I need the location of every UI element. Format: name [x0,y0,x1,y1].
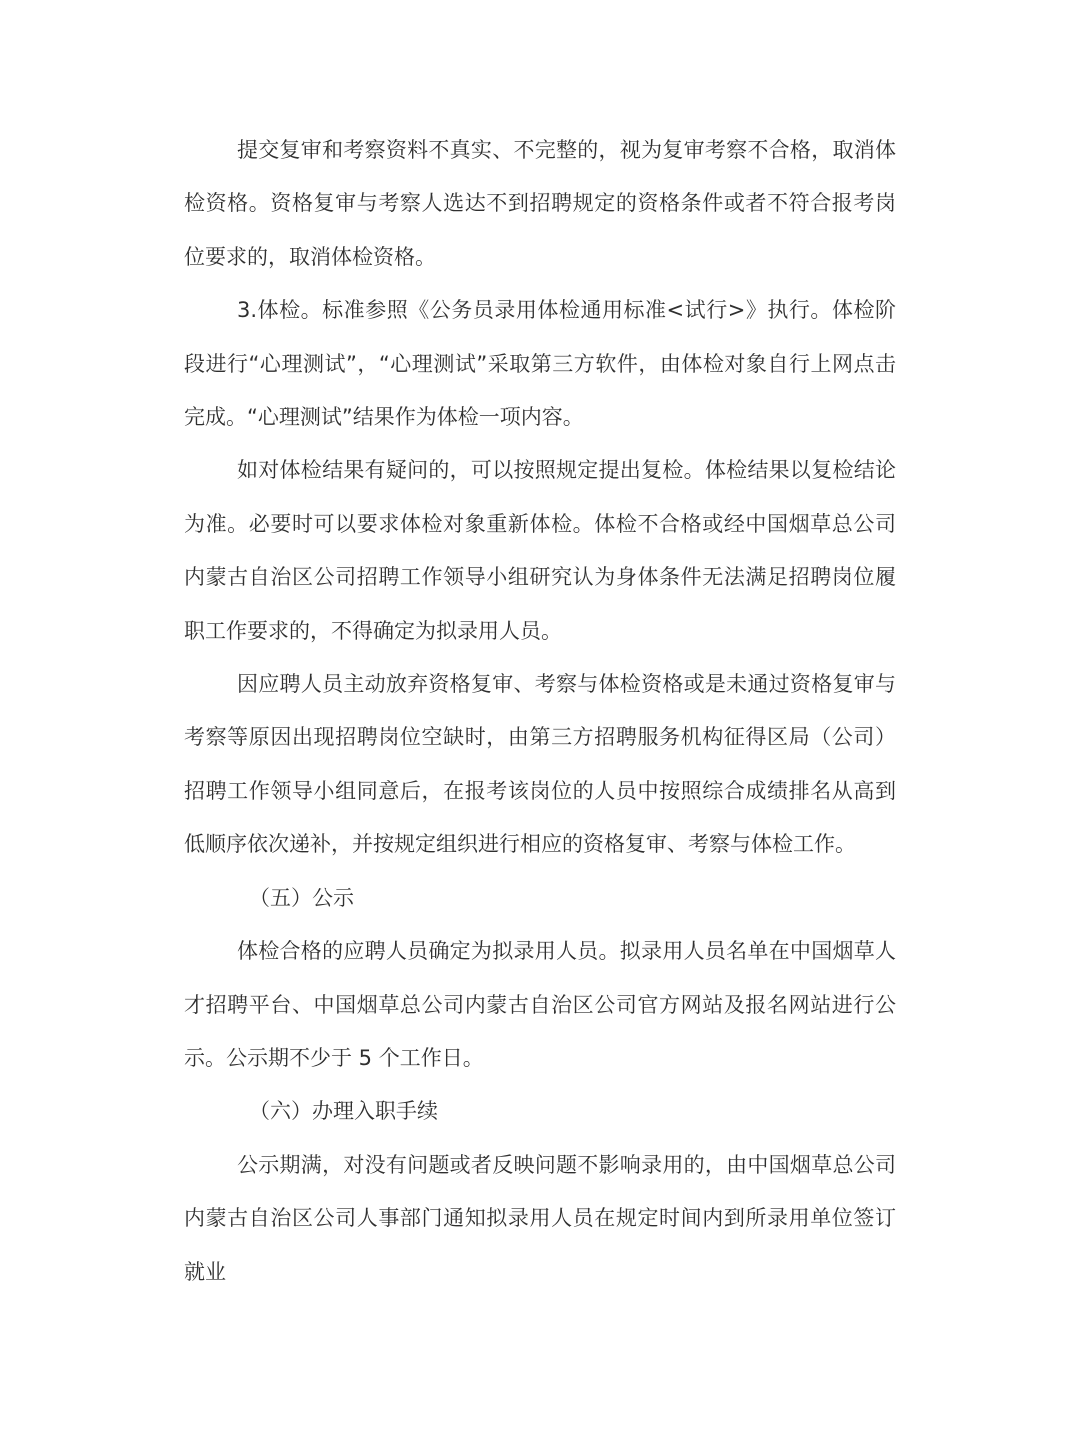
document-body [184,124,896,1299]
paragraph-physical-exam: 3.体检。标准参照《公务员录用体检通用标准<试行>》执行。体检阶段进行“心理测试”，“心理测试”采取第三方软件，由体检对象自行上网点击完成。“心理测试”结果作为体检一项内容。 [184,298,896,430]
paragraph-review-materials: 提交复审和考察资料不真实、不完整的，视为复审考察不合格，取消体检资格。资格复审与考察人选达不到招聘规定的资格条件或者不符合报考岗位要求的，取消体检资格。 [184,138,896,269]
paragraph-onboarding: 公示期满，对没有问题或者反映问题不影响录用的，由中国烟草总公司内蒙古自治区公司人事部门通知拟录用人员在规定时间内到所录用单位签订就业 [184,1152,896,1284]
paragraph-vacancy-fill: 因应聘人员主动放弃资格复审、考察与体检资格或是未通过资格复审与考察等原因出现招聘岗位空缺时，由第三方招聘服务机构征得区局（公司）招聘工作领导小组同意后，在报考该岗位的人员中按照综合成绩排名从高到低顺序依次递补，并按规定组织进行相应的资格复审、考察与体检工作。 [184,672,896,857]
section-heading-publicity: （五）公示 [249,885,354,910]
paragraph-recheck: 如对体检结果有疑问的，可以按照规定提出复检。体检结果以复检结论为准。必要时可以要求体检对象重新体检。体检不合格或经中国烟草总公司内蒙古自治区公司招聘工作领导小组研究认为身体条件无法满足招聘岗位履职工作要求的，不得确定为拟录用人员。 [184,458,896,643]
section-heading-onboarding: （六）办理入职手续 [249,1099,438,1124]
paragraph-publicity: 体检合格的应聘人员确定为拟录用人员。拟录用人员名单在中国烟草人才招聘平台、中国烟草总公司内蒙古自治区公司官方网站及报名网站进行公示。公示期不少于 5 个工作日。 [184,939,896,1070]
